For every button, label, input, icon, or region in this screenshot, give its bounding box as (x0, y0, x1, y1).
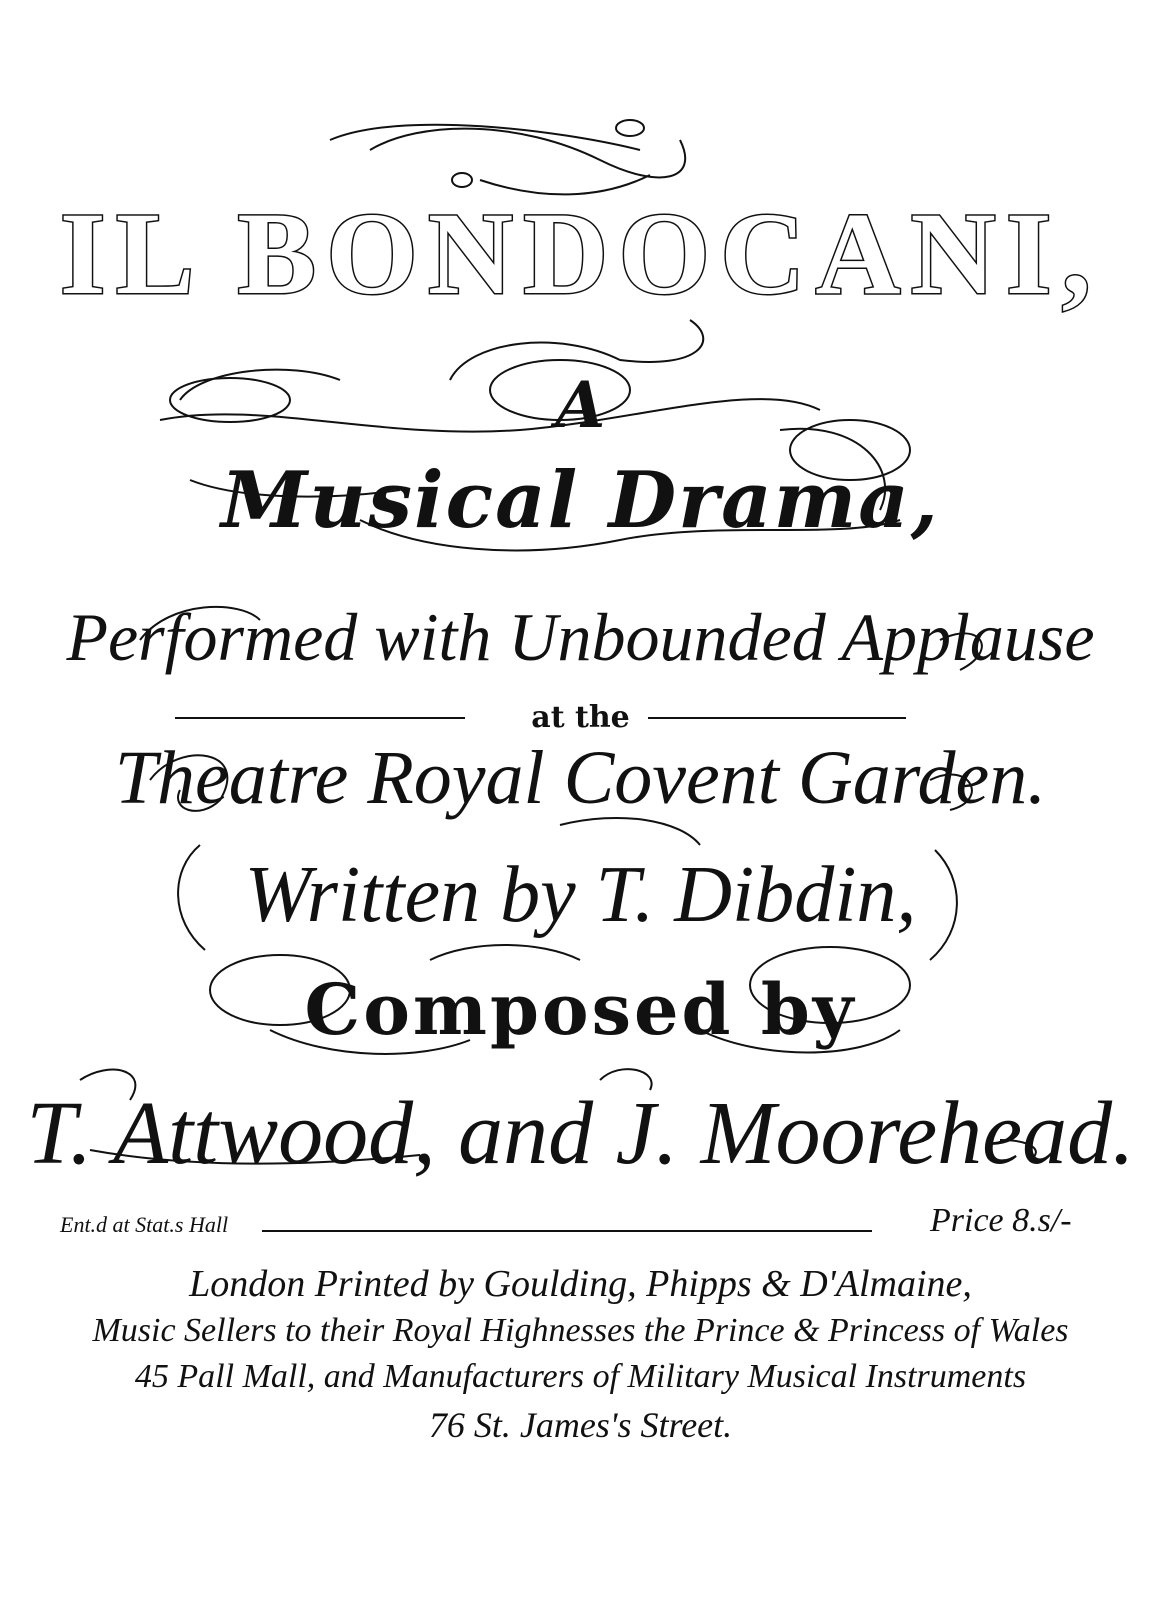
subtitle: Musical Drama, (221, 455, 940, 546)
composed-by-label: Composed by (304, 968, 857, 1051)
imprint-line-3: 45 Pall Mall, and Manufacturers of Military Musical Instruments (134, 1358, 1027, 1395)
venue: Theatre Royal Covent Garden. (114, 736, 1047, 820)
performed-line: Performed with Unbounded Applause (66, 599, 1095, 675)
librettist-line: Written by T. Dibdin, (244, 851, 917, 939)
price-rule (262, 1230, 872, 1232)
imprint-line-2: Music Sellers to their Royal Highnesses the Prince & Princess of Wales (92, 1312, 1069, 1349)
imprint-line-1: London Printed by Goulding, Phipps & D'Almaine, (189, 1263, 972, 1305)
entered-stationers-hall: Ent.d at Stat.s Hall (60, 1212, 229, 1237)
price: Price 8.s/- (930, 1202, 1072, 1239)
at-the-label: at the (531, 700, 630, 735)
work-title: IL BONDOCANI, (59, 188, 1102, 319)
subtitle-article: A (555, 368, 606, 443)
divider-right (648, 717, 906, 719)
imprint-line-4: 76 St. James's Street. (428, 1405, 733, 1445)
composers: T. Attwood, and J. Moorehead. (26, 1084, 1135, 1183)
